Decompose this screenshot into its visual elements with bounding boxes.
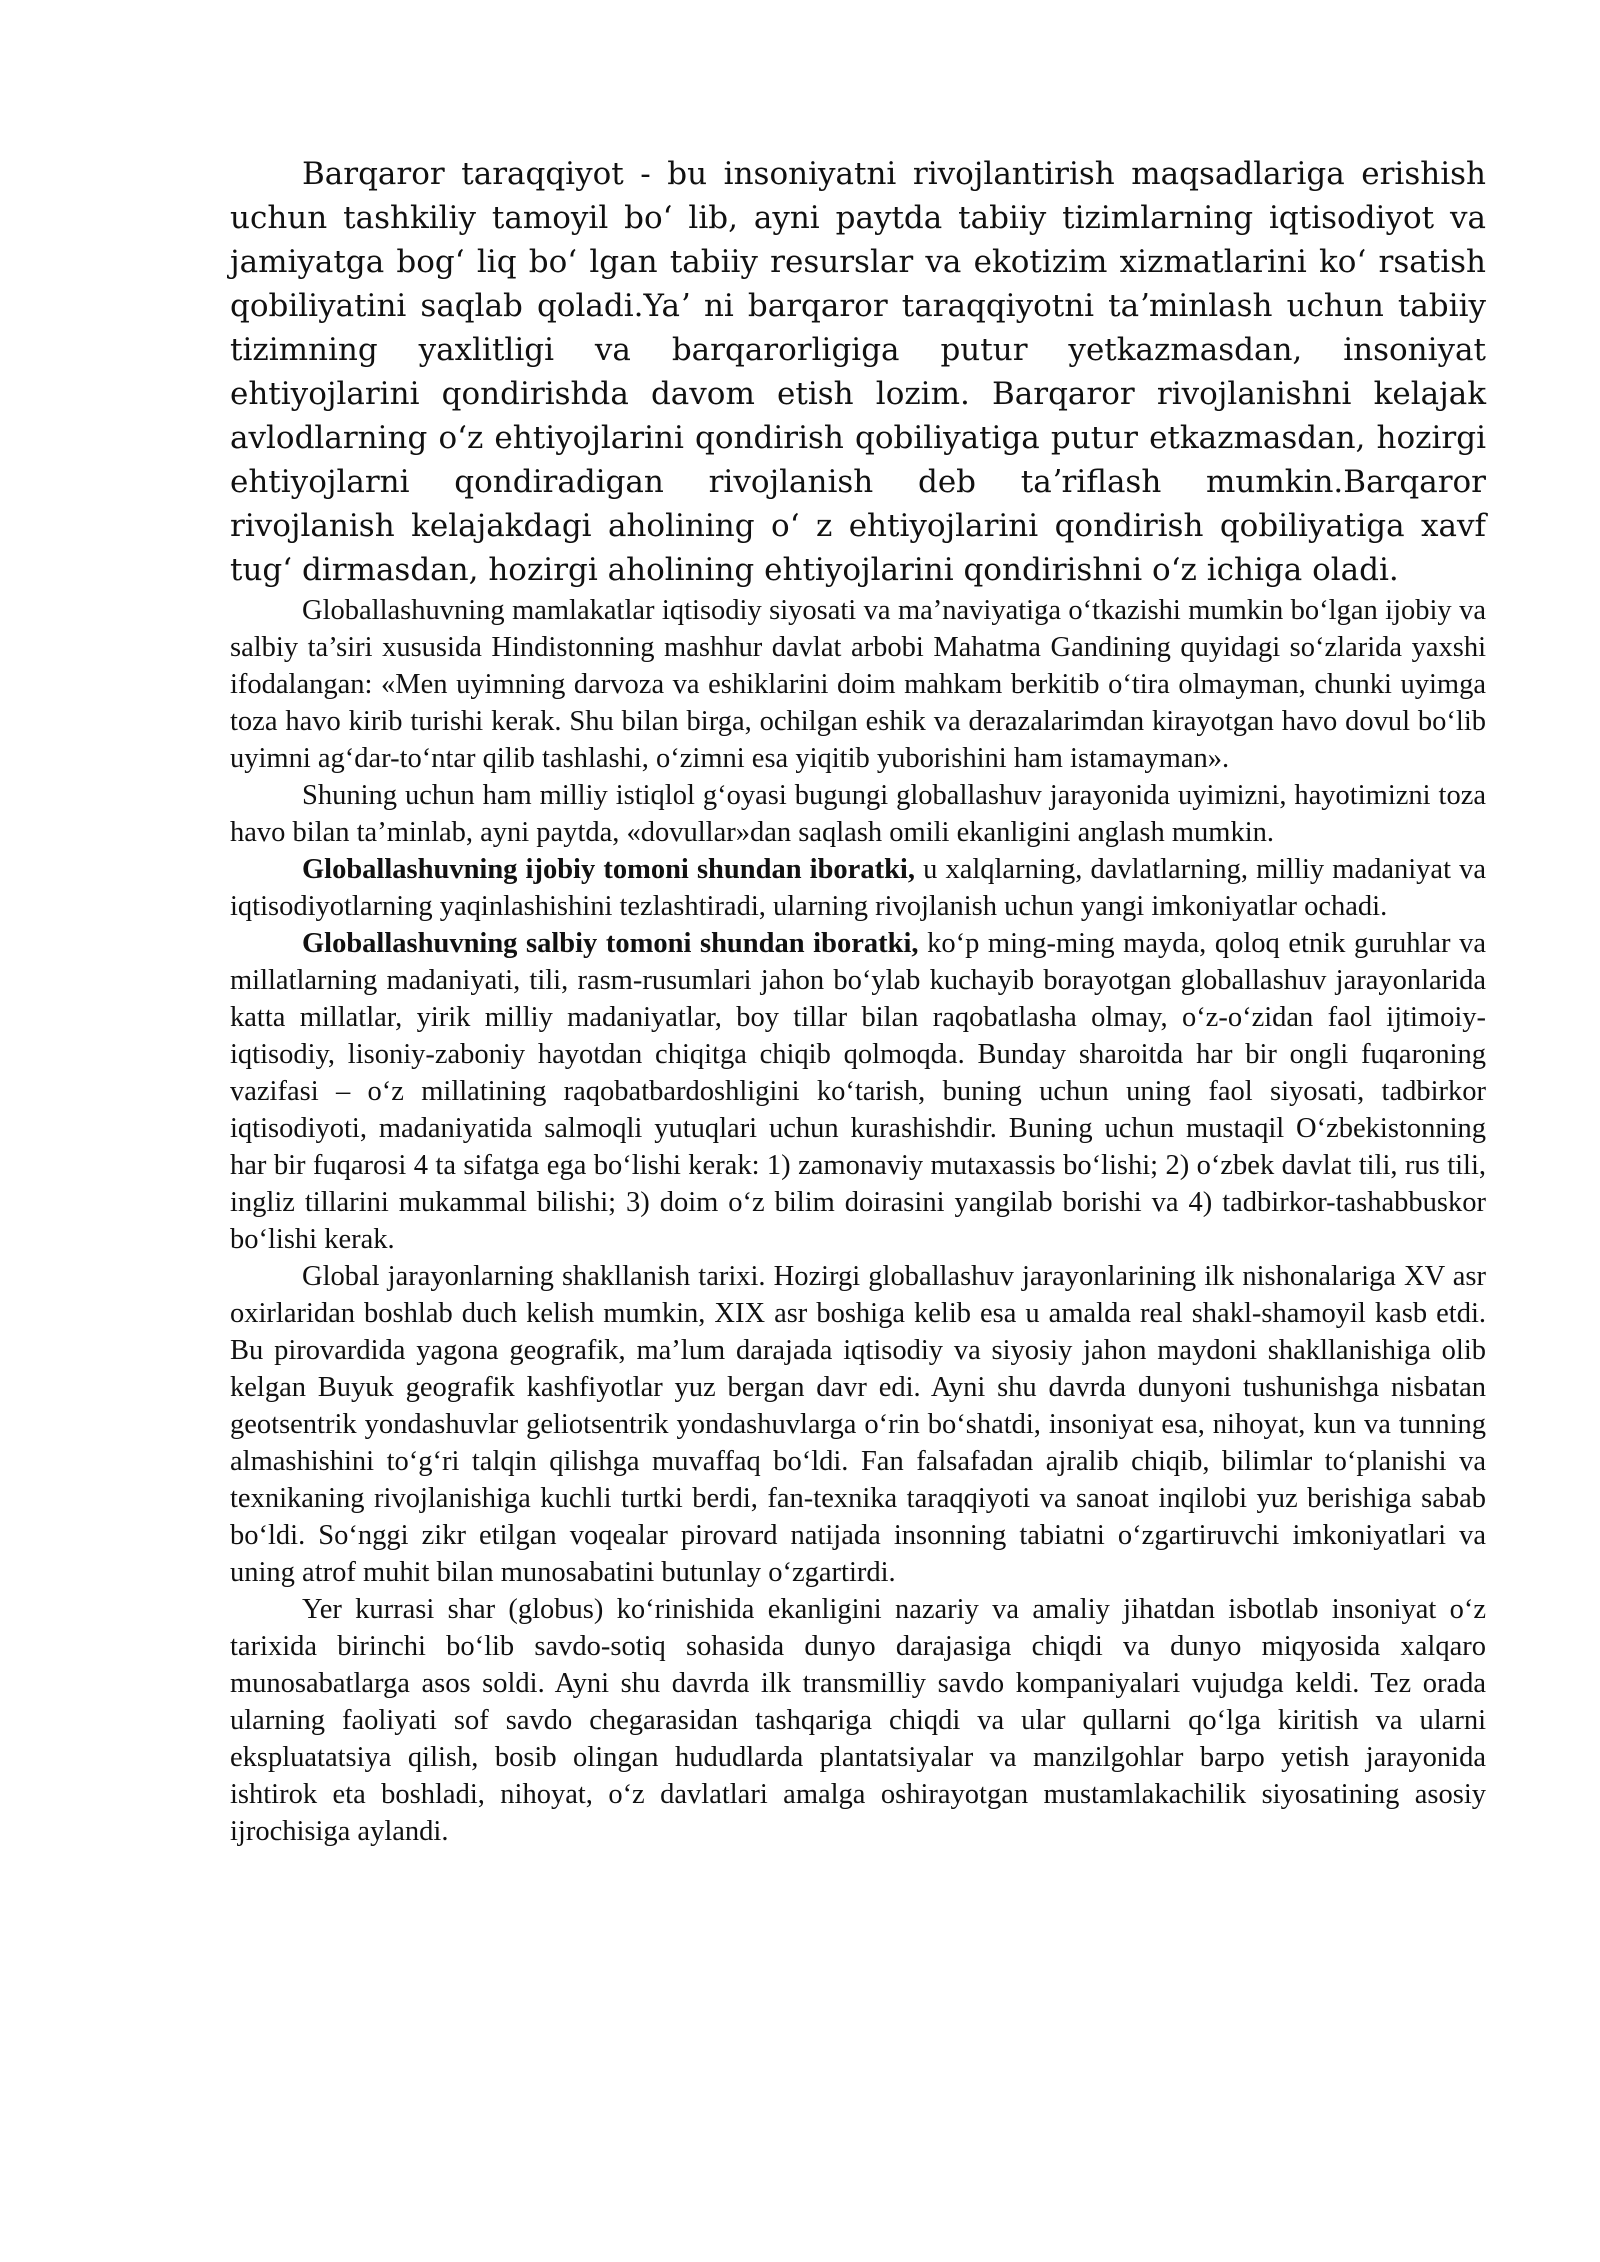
paragraph-sustainable-development xyxy=(230,152,1486,592)
paragraph-text: u xalqlarning, davlatlarning, milliy madaniyat va iqtisodiyotlarning yaqinlashishini tezlashtiradi, ularning rivojlanish uchun yangi imkoniyatlar ochadi. xyxy=(230,854,1486,922)
paragraph-text: Barqaror taraqqiyot - bu insoniyatni rivojlantirish maqsadlariga erishish uchun tashkiliy tamoyil boʻ lib, ayni paytda tabiiy tizimlarning iqtisodiyot va jamiyatga bogʻ liq boʻ lgan tabiiy resurslar va ekotizim xizmatlarini koʻ rsatish qobiliyatini saqlab qoladi.Yaʼ ni barqaror taraqqiyotni taʼminlash uchun tabiiy tizimning yaxlitligi va barqarorligiga putur yetkazmasdan, insoniyat ehtiyojlarini qondirishda davom etish lozim. Barqaror rivojlanishni kelajak avlodlarning oʻz ehtiyojlarini qondirish qobiliyatiga putur etkazmasdan, hozirgi ehtiyojlarni qondiradigan rivojlanish deb taʼriflash mumkin.Barqaror rivojlanish kelajakdagi aholining oʻ z ehtiyojlarini qondirish qobiliyatiga xavf tugʻ dirmasdan, hozirgi aholining ehtiyojlarini qondirishni oʻz ichiga oladi. xyxy=(230,156,1486,588)
paragraph-text: Yer kurrasi shar (globus) ko‘rinishida ekanligini nazariy va amaliy jihatdan isbotlab insoniyat o‘z tarixida birinchi bo‘lib savdo-sotiq sohasida dunyo darajasiga chiqdi va dunyo miqyosida xalqaro munosabatlarga asos soldi. Ayni shu davrda ilk transmilliy savdo kompaniyalari vujudga keldi. Tez orada ularning faoliyati sof savdo chegarasidan tashqariga chiqdi va ular qullarni qo‘lga kiritish va ularni ekspluatatsiya qilish, bosib olingan hududlarda plantatsiyalar va manzilgohlar barpo yetish jarayonida ishtirok eta boshladi, nihoyat, o‘z davlatlari amalga oshirayotgan mustamlakachilik siyosatining asosiy ijrochisiga aylandi. xyxy=(230,1594,1486,1847)
paragraph-text: Shuning uchun ham milliy istiqlol g‘oyasi bugungi globallashuv jarayonida uyimizni, hayotimizni toza havo bilan ta’minlab, ayni paytda, «dovullar»dan saqlash omili ekanligini anglash mumkin. xyxy=(230,780,1486,848)
paragraph-national-idea xyxy=(230,777,1486,851)
paragraph-earth-globe xyxy=(230,1591,1486,1850)
paragraph-negative-side xyxy=(230,925,1486,1258)
paragraph-text: Global jarayonlarning shakllanish tarixi. Hozirgi globallashuv jarayonlarining ilk nishonalariga XV asr oxirlaridan boshlab duch kelish mumkin, XIX asr boshiga kelib esa u amalda real shakl-shamoyil kasb etdi. Bu pirovardida yagona geografik, ma’lum darajada iqtisodiy va siyosiy jahon maydoni shakllanishiga olib kelgan Buyuk geografik kashfiyotlar yuz bergan davr edi. Ayni shu davrda dunyoni tushunishga nisbatan geotsentrik yondashuvlar geliotsentrik yondashuvlarga o‘rin bo‘shatdi, insoniyat esa, nihoyat, kun va tunning almashishini to‘g‘ri talqin qilishga muvaffaq bo‘ldi. Fan falsafadan ajralib chiqib, bilimlar to‘planishi va texnikaning rivojlanishiga kuchli turtki berdi, fan-texnika taraqqiyoti va sanoat inqilobi yuz berishiga sabab bo‘ldi. So‘nggi zikr etilgan voqealar pirovard natijada insonning tabiatni o‘zgartiruvchi imkoniyatlari va uning atrof muhit bilan munosabatini butunlay o‘zgartirdi. xyxy=(230,1261,1486,1588)
paragraph-text: Globallashuvning mamlakatlar iqtisodiy siyosati va ma’naviyatiga o‘tkazishi mumkin bo‘lgan ijobiy va salbiy ta’siri xususida Hindistonning mashhur davlat arbobi Mahatma Gandining quyidagi so‘zlarida yaxshi ifodalangan: «Men uyimning darvoza va eshiklarini doim mahkam berkitib o‘tira olmayman, chunki uyimga toza havo kirib turishi kerak. Shu bilan birga, ochilgan eshik va derazalarimdan kirayotgan havo dovul bo‘lib uyimni ag‘dar-to‘ntar qilib tashlashi, o‘zimni esa yiqitib yuborishini ham istamayman». xyxy=(230,595,1486,774)
paragraph-gandhi-quote xyxy=(230,592,1486,777)
paragraph-lead-bold: Globallashuvning ijobiy tomoni shundan iboratki, xyxy=(302,854,915,885)
document-page xyxy=(230,152,1486,1850)
paragraph-lead-bold: Globallashuvning salbiy tomoni shundan iboratki, xyxy=(302,928,919,959)
paragraph-positive-side xyxy=(230,851,1486,925)
paragraph-text: ko‘p ming-ming mayda, qoloq etnik guruhlar va millatlarning madaniyati, tili, rasm-rusumlari jahon bo‘ylab kuchayib borayotgan globallashuv jarayonlarida katta millatlar, yirik milliy madaniyatlar, boy tillar bilan raqobatlasha olmay, o‘z-o‘zidan faol ijtimoiy-iqtisodiy, lisoniy-zaboniy hayotdan chiqitga chiqib qolmoqda. Bunday sharoitda har bir ongli fuqaroning vazifasi – o‘z millatining raqobatbardoshligini ko‘tarish, buning uchun uning faol siyosati, tadbirkor iqtisodiyoti, madaniyatida salmoqli yutuqlari uchun kurashishdir. Buning uchun mustaqil O‘zbekistonning har bir fuqarosi 4 ta sifatga ega bo‘lishi kerak: 1) zamonaviy mutaxassis bo‘lishi; 2) o‘zbek davlat tili, rus tili, ingliz tillarini mukammal bilishi; 3) doim o‘z bilim doirasini yangilab borishi va 4) tadbirkor-tashabbuskor bo‘lishi kerak. xyxy=(230,928,1486,1255)
paragraph-global-history xyxy=(230,1258,1486,1591)
